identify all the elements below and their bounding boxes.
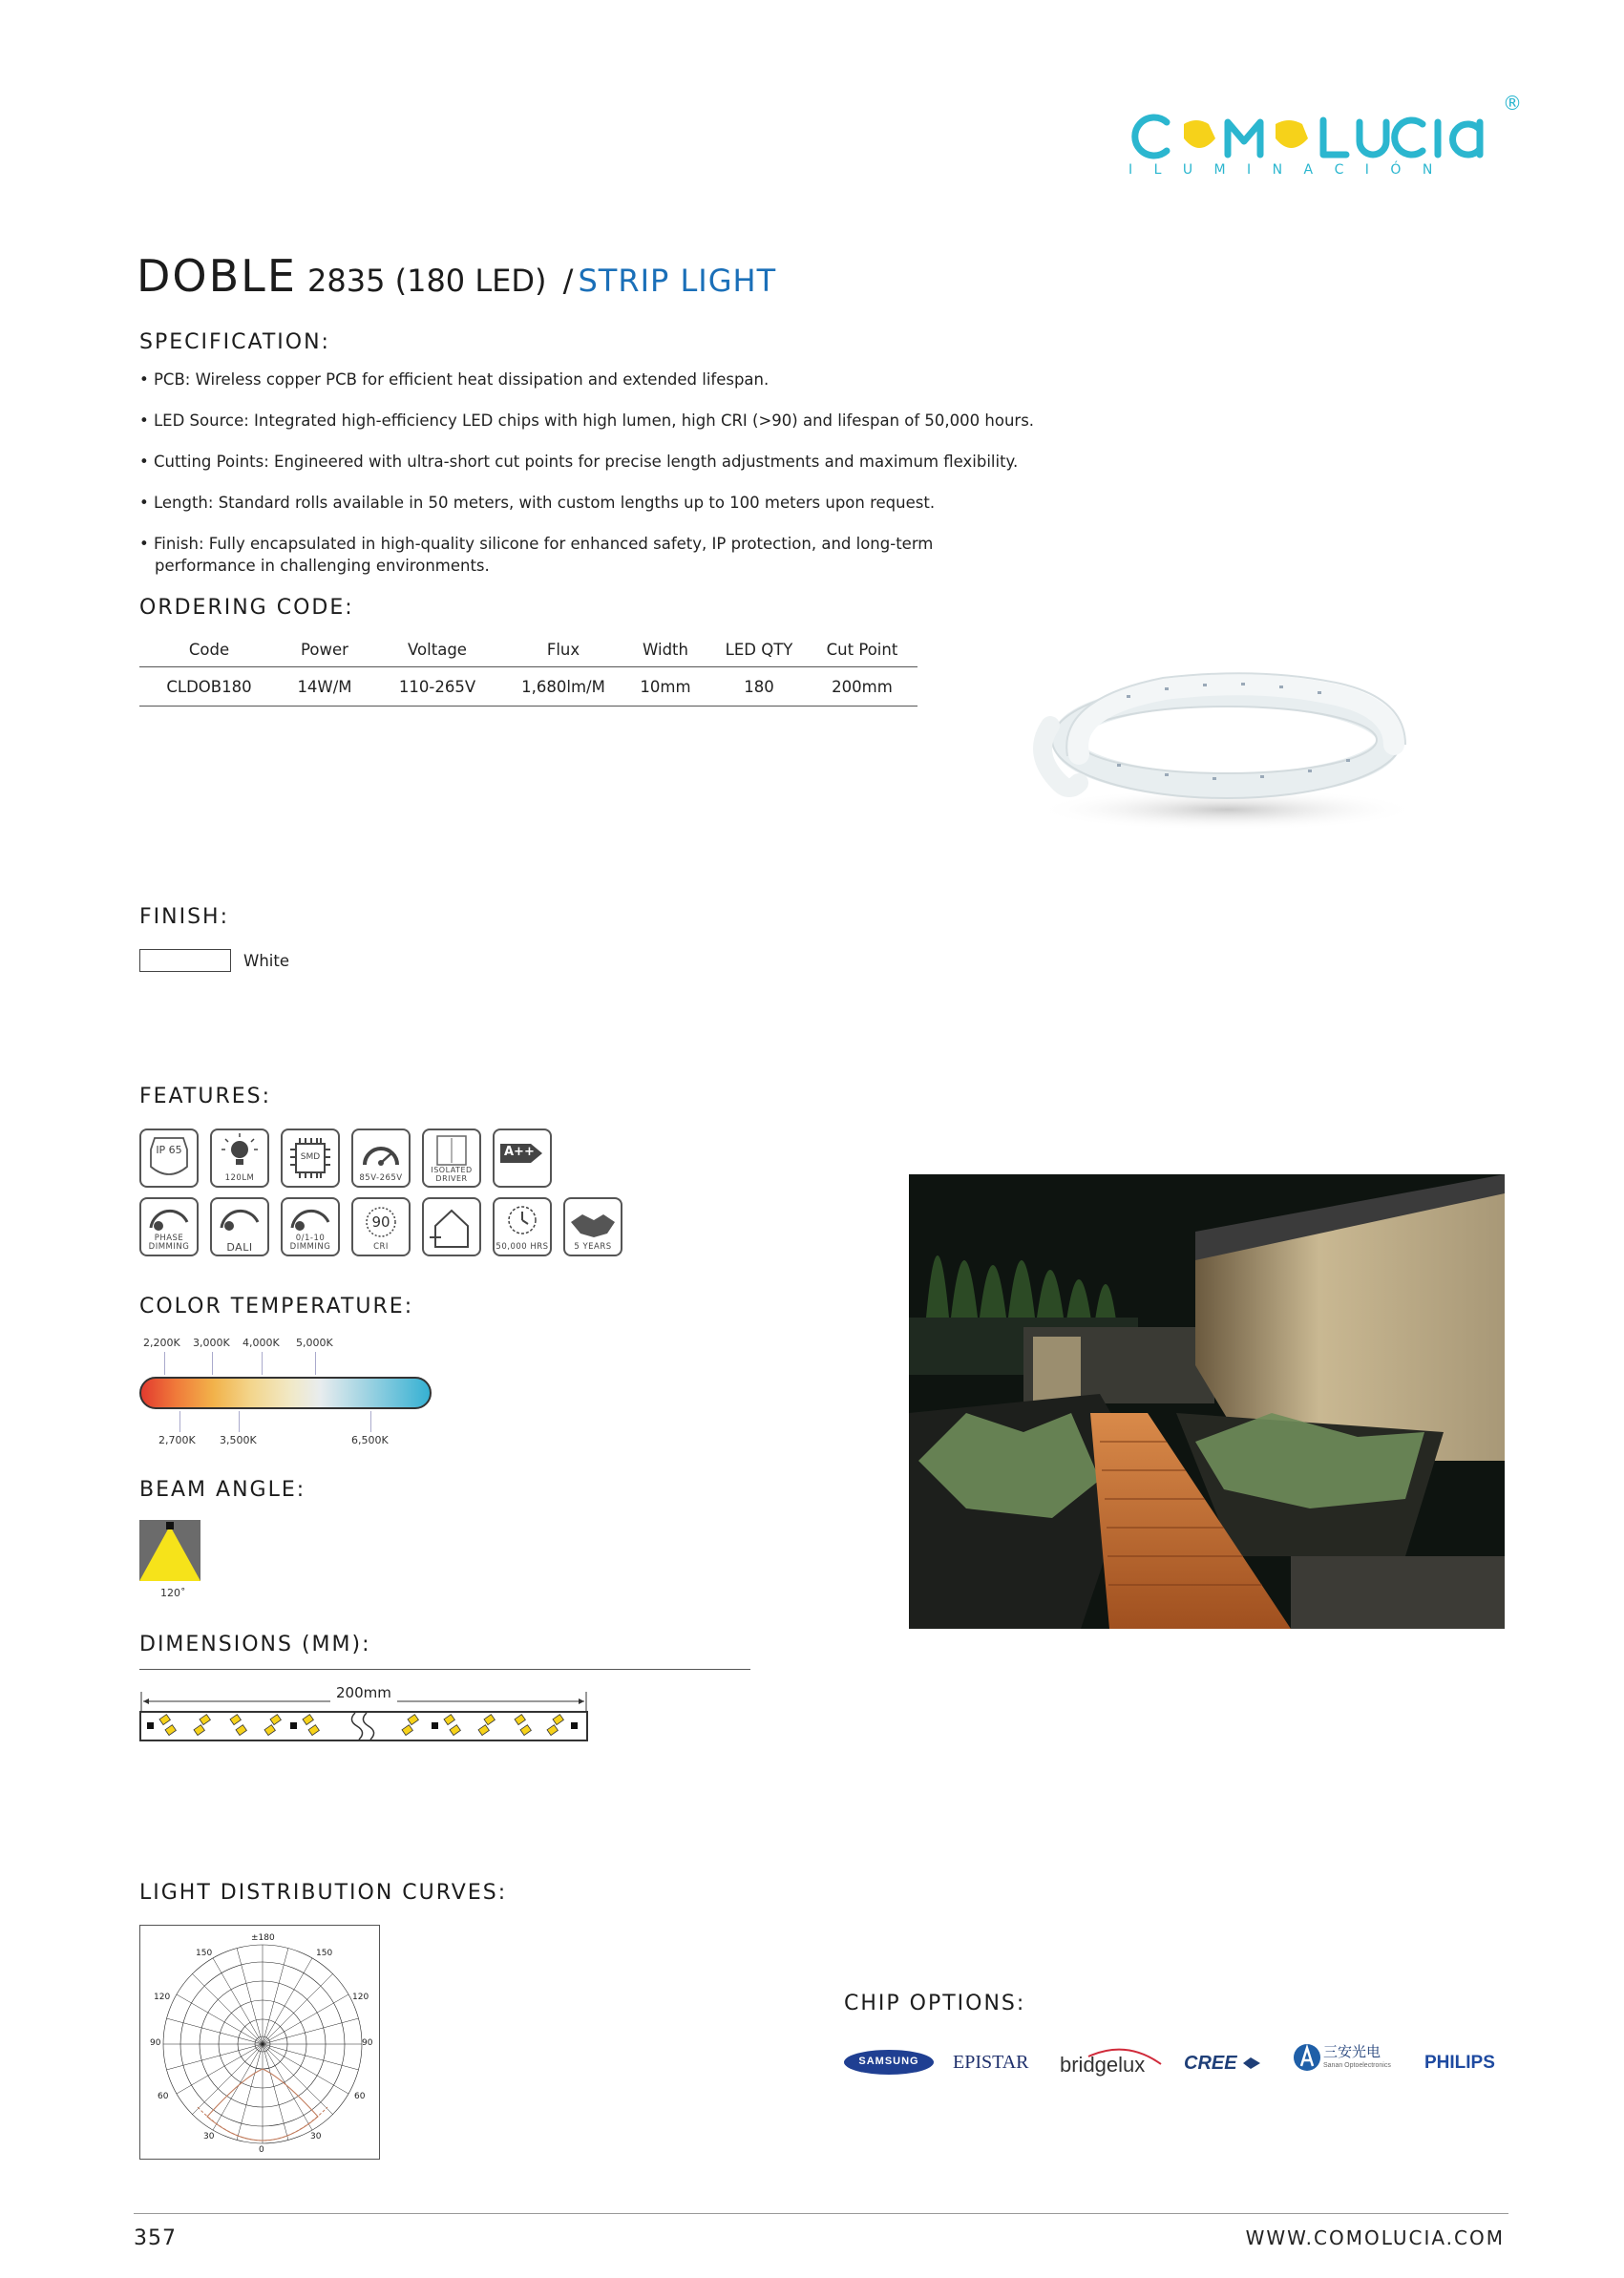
beam-angle-heading: BEAM ANGLE:: [139, 1478, 306, 1502]
dali-icon: [210, 1197, 269, 1256]
specification-list: [139, 369, 1094, 577]
cell-power: 14W/M: [297, 677, 352, 696]
lumen-icon: [210, 1128, 269, 1188]
phase-dimming-icon: [139, 1197, 199, 1256]
page-title: [137, 250, 776, 302]
col-header-led-qty: LED QTY: [725, 640, 793, 659]
polar-label-l30: 30: [203, 2132, 215, 2141]
page-number: 357: [134, 2226, 177, 2250]
polar-spoke: [263, 2018, 358, 2044]
features-heading: FEATURES:: [139, 1085, 272, 1108]
ip65-icon: [139, 1128, 199, 1188]
cell-cut-point: 200mm: [832, 677, 893, 696]
polar-spoke: [263, 1949, 288, 2044]
dimensions-heading: DIMENSIONS (MM):: [139, 1633, 371, 1656]
polar-label-l120: 120: [154, 1993, 171, 2002]
logo-chip-shape-2: [1276, 120, 1308, 148]
ct-label-3000k: 3,000K: [193, 1337, 230, 1349]
voltage-label: 85V-265V: [359, 1173, 403, 1183]
finish-swatch-white: [139, 949, 231, 972]
title-separator: /: [562, 263, 574, 299]
title-main: DOBLE: [137, 250, 297, 302]
spec-item-led-source: • LED Source: Integrated high-efficiency LED chips with high lumen, high CRI (>90) and lifespan of 50,000 hours.: [139, 411, 1035, 430]
lumen-label: 120LM: [224, 1173, 255, 1183]
ct-label-4000k: 4,000K: [243, 1337, 280, 1349]
title-model: 2835 (180 LED): [306, 263, 547, 299]
sanan-logo-icon: [1293, 2041, 1321, 2074]
brand-logo: [1125, 92, 1526, 186]
dimensions-length-label: 200mm: [336, 1684, 391, 1701]
sanan-logo-en: Sanan Optoelectronics: [1323, 2062, 1391, 2069]
color-temperature-heading: COLOR TEMPERATURE:: [139, 1295, 414, 1318]
philips-logo: PHILIPS: [1424, 2053, 1495, 2073]
polar-spoke: [263, 2044, 288, 2140]
polar-spoke: [263, 2044, 358, 2070]
ct-label-5000k: 5,000K: [296, 1337, 333, 1349]
footer-divider: [134, 2213, 1508, 2214]
isolated-driver-label: ISOLATED DRIVER: [431, 1166, 473, 1183]
polar-label-r30: 30: [310, 2132, 322, 2141]
isolated-driver-icon: [422, 1128, 481, 1188]
cell-led-qty: 180: [744, 677, 774, 696]
house-icon: [422, 1197, 481, 1256]
dimming-0-10v-icon: [281, 1197, 340, 1256]
dimension-arrow-line: [139, 1692, 588, 1711]
col-header-power: Power: [301, 640, 348, 659]
cri-icon: [351, 1197, 411, 1256]
smd-chip-icon: [281, 1128, 340, 1188]
polar-spoke: [192, 1973, 263, 2044]
led-strip-diagram: [139, 1711, 588, 1741]
polar-label-bottom: 0: [259, 2145, 264, 2155]
polar-spoke: [237, 1949, 263, 2044]
polar-label-l60: 60: [158, 2092, 169, 2101]
spec-item-pcb: • PCB: Wireless copper PCB for efficient heat dissipation and extended lifespan.: [139, 370, 770, 389]
polar-label-l90: 90: [150, 2038, 161, 2048]
dimming-0-10v-label: 0/1-10 DIMMING: [289, 1234, 331, 1252]
polar-label-r150: 150: [316, 1949, 333, 1958]
lifespan-clock-icon: [493, 1197, 552, 1256]
col-header-width: Width: [643, 640, 688, 659]
chip-options-heading: CHIP OPTIONS:: [844, 1992, 1026, 2015]
polar-spoke: [263, 1973, 333, 2044]
sanan-logo-cn: 三安光电: [1323, 2044, 1381, 2060]
ip65-label: IP 65: [156, 1144, 182, 1156]
col-header-cut-point: Cut Point: [826, 640, 898, 659]
epistar-logo: EPISTAR: [953, 2052, 1029, 2073]
finish-heading: FINISH:: [139, 905, 230, 929]
ordering-table: [139, 632, 917, 707]
spec-item-cutting-points: • Cutting Points: Engineered with ultra-short cut points for precise length adjustments and maximum flexibility.: [139, 453, 1019, 471]
energy-class-icon: [493, 1128, 552, 1188]
finish-label: White: [243, 952, 289, 970]
ordering-header-row: [139, 632, 917, 666]
spec-item-finish-cont: performance in challenging environments.: [155, 557, 490, 575]
title-type: STRIP LIGHT: [578, 263, 777, 299]
cell-flux: 1,680lm/M: [521, 677, 605, 696]
cri-value: 90: [371, 1213, 390, 1231]
polar-spoke: [192, 2044, 263, 2115]
dali-label: DALI: [226, 1241, 253, 1254]
ct-label-2700k: 2,700K: [158, 1434, 196, 1446]
dimensions-underline: [139, 1669, 750, 1670]
ct-label-2200k: 2,200K: [143, 1337, 180, 1349]
cree-arrow-icon: [1241, 2056, 1262, 2071]
registered-mark: ®: [1503, 92, 1522, 115]
beam-angle-value: 120˚: [160, 1587, 186, 1599]
ordering-heading: ORDERING CODE:: [139, 596, 354, 620]
table-bottom-line: [139, 706, 917, 707]
website-url[interactable]: WWW.COMOLUCIA.COM: [1245, 2226, 1505, 2249]
color-temperature-gradient-bar: [139, 1377, 432, 1409]
polar-spoke: [263, 2044, 333, 2115]
voltage-range-icon: [351, 1128, 411, 1188]
ct-label-3500k: 3,500K: [220, 1434, 257, 1446]
col-header-voltage: Voltage: [408, 640, 467, 659]
polar-label-top: ±180: [251, 1933, 275, 1943]
polar-spoke: [167, 2044, 263, 2070]
cell-code: CLDOB180: [166, 677, 252, 696]
samsung-logo-text: SAMSUNG: [858, 2056, 919, 2067]
phase-dimming-label: PHASE DIMMING: [148, 1234, 190, 1252]
warranty-label: 5 YEARS: [574, 1242, 612, 1252]
polar-label-r60: 60: [354, 2092, 366, 2101]
table-row: [139, 667, 917, 706]
beam-angle-diagram: [139, 1520, 200, 1581]
polar-label-l150: 150: [196, 1949, 213, 1958]
polar-label-r120: 120: [352, 1993, 369, 2002]
polar-chart: [139, 1925, 380, 2160]
warranty-handshake-icon: [563, 1197, 622, 1256]
lifespan-label: 50,000 HRS: [496, 1242, 549, 1252]
col-header-flux: Flux: [546, 640, 580, 659]
cree-logo-text: CREE: [1184, 2053, 1237, 2074]
bridgelux-logo: [1060, 2043, 1165, 2086]
samsung-logo: [844, 2049, 934, 2076]
polar-spoke: [167, 2018, 263, 2044]
cell-width: 10mm: [640, 677, 691, 696]
application-photo: [909, 1174, 1505, 1629]
cri-label: CRI: [373, 1242, 389, 1252]
polar-label-r90: 90: [362, 2038, 373, 2048]
energy-class-label: A++: [504, 1145, 535, 1159]
spec-item-length: • Length: Standard rolls available in 50 meters, with custom lengths up to 100 meters upon request.: [139, 494, 936, 512]
light-distribution-heading: LIGHT DISTRIBUTION CURVES:: [139, 1881, 508, 1905]
polar-spoke: [237, 2044, 263, 2140]
brand-tagline: I L U M I N A C I Ó N: [1128, 162, 1442, 178]
bridgelux-logo-text: bridgelux: [1060, 2053, 1146, 2077]
spec-item-finish: • Finish: Fully encapsulated in high-quality silicone for enhanced safety, IP protection, and long-term: [139, 535, 934, 553]
logo-chip-shape-1: [1184, 120, 1215, 148]
smd-label: SMD: [300, 1152, 321, 1162]
product-image: [1012, 649, 1432, 840]
specification-heading: SPECIFICATION:: [139, 330, 330, 354]
col-header-code: Code: [188, 640, 230, 659]
cree-logo: [1184, 2053, 1262, 2075]
cell-voltage: 110-265V: [398, 677, 476, 696]
sanan-logo: [1293, 2041, 1391, 2078]
ct-label-6500k: 6,500K: [351, 1434, 389, 1446]
